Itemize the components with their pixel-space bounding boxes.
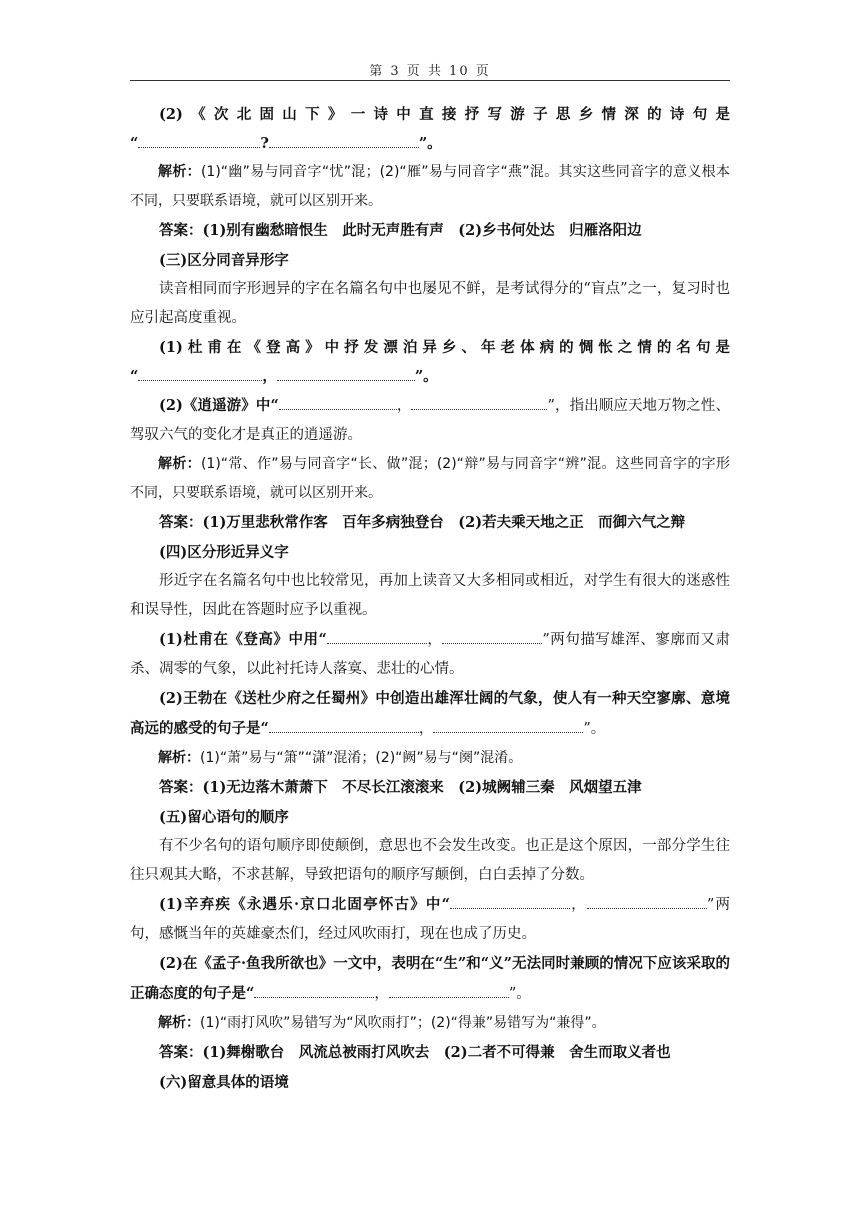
s2-question-2: (2)《次北固山下》一诗中直接抒写游子思乡情深的诗句是 [159,106,730,123]
s3-analysis: 解析：(1)“常、作”易与同音字“长、做”混；(2)“辩”易与同音字“辨”混。这些同音字的字形不同，只要联系语境，就可以区别开来。 [130,456,731,501]
answer-blank[interactable] [138,133,260,148]
s3-heading: (三)区分同音异形字 [159,252,289,269]
s3-question-1-blanks: “ ， ”。 [130,368,438,385]
s4-heading: (四)区分形近异义字 [159,544,289,561]
s5-answer: 答案：(1)舞榭歌台 风流总被雨打风吹去 (2)二者不可得兼 舍生而取义者也 [159,1044,671,1061]
answer-blank[interactable] [279,395,397,410]
answer-blank[interactable] [327,629,427,644]
s4-answer: 答案：(1)无边落木萧萧下 不尽长江滚滚来 (2)城阙辅三秦 风烟望五津 [159,779,642,796]
s5-heading: (五)留心语句的顺序 [159,809,289,826]
answer-blank[interactable] [277,366,415,381]
s4-analysis: 解析：(1)“萧”易与“箫”“潇”混淆；(2)“阙”易与“阕”混淆。 [158,750,523,766]
s4-intro: 形近字在名篇名句中也比较常见，再加上读音又大多相同或相近，对学生有很大的迷惑性和误导性，因此在答题时应予以重视。 [130,573,730,618]
s2-answer: 答案：(1)别有幽愁暗恨生 此时无声胜有声 (2)乡书何处达 归雁洛阳边 [159,222,642,239]
s2-analysis: 解析：(1)“幽”易与同音字“忧”混；(2)“雁”易与同音字“燕”混。其实这些同音字的意义根本不同，只要联系语境，就可以区别开来。 [130,164,731,209]
s4-question-2: (2)王勃在《送杜少府之任蜀州》中创造出雄浑壮阔的气象，使人有一种天空寥廓、意境高远的感受的句子是“ ， ”。 [130,690,730,737]
s3-question-2: (2)《逍遥游》中“ ， ”，指出顺应天地万物之性、驾驭六气的变化才是真正的逍遥游。 [130,397,730,443]
document-body [130,100,730,1097]
s4-question-1: (1)杜甫在《登高》中用“ ， ”两句描写雄浑、寥廓而又肃杀、凋零的气象，以此衬托诗人落寞、悲壮的心情。 [130,631,730,677]
answer-blank[interactable] [442,629,542,644]
answer-blank[interactable] [269,718,419,733]
page-header: 第 3 页 共 10 页 [369,64,491,79]
s5-question-2: (2)在《孟子·鱼我所欲也》一文中，表明在“生”和“义”无法同时兼顾的情况下应该采取的正确态度的句子是“ ， ”。 [130,955,730,1002]
answer-blank[interactable] [269,133,419,148]
s3-question-1: (1)杜甫在《登高》中抒发漂泊异乡、年老体病的惆怅之情的名句是 [159,339,730,356]
answer-blank[interactable] [587,894,707,909]
s6-heading: (六)留意具体的语境 [159,1074,289,1091]
answer-blank[interactable] [411,395,547,410]
answer-blank[interactable] [433,718,583,733]
answer-blank[interactable] [450,894,570,909]
s5-question-1: (1)辛弃疾《永遇乐·京口北固亭怀古》中“ ， ”两句，感慨当年的英雄豪杰们，经过风吹雨打，现在也成了历史。 [130,896,730,942]
s5-intro: 有不少名句的语句顺序即使颠倒，意思也不会发生改变。也正是这个原因，一部分学生往往只观其大略，不求甚解，导致把语句的顺序写颠倒，白白丢掉了分数。 [130,838,730,883]
s3-intro: 读音相同而字形迥异的字在名篇名句中也屡见不鲜，是考试得分的“盲点”之一，复习时也应引起高度重视。 [130,281,730,326]
header-divider [130,80,730,81]
s2-question-2-blanks: “ ? ”。 [130,135,442,152]
s5-analysis: 解析：(1)“雨打风吹”易错写为“风吹雨打”；(2)“得兼”易错写为“兼得”。 [158,1015,606,1031]
answer-blank[interactable] [254,983,374,998]
answer-blank[interactable] [389,983,509,998]
s3-answer: 答案：(1)万里悲秋常作客 百年多病独登台 (2)若夫乘天地之正 而御六气之辩 [159,514,686,531]
answer-blank[interactable] [138,366,262,381]
